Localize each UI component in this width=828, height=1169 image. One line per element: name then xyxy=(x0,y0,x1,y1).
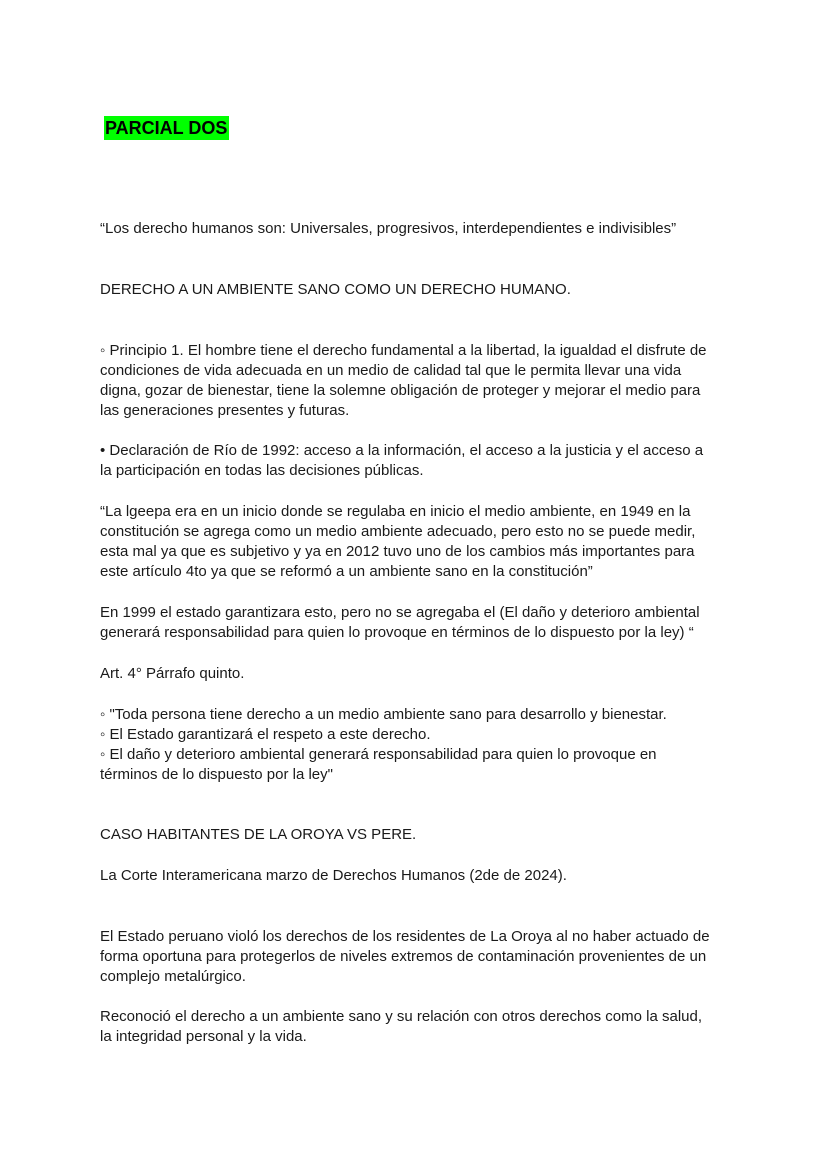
principio-1-paragraph xyxy=(100,341,730,421)
case-recognition-paragraph xyxy=(100,1007,730,1047)
paragraph-line: la participación en todas las decisiones públicas. xyxy=(100,462,424,479)
quote-intro xyxy=(100,219,730,239)
paragraph-line: “La lgeepa era en un inicio donde se regulaba en inicio el medio ambiente, en 1949 en la xyxy=(100,503,691,520)
paragraph-line: condiciones de vida adecuada en un medio de calidad tal que le permita llevar una vida xyxy=(100,362,682,379)
case-heading-text: CASO HABITANTES DE LA OROYA VS PERE. xyxy=(100,826,417,843)
paragraph-line: En 1999 el estado garantizara esto, pero no se agregaba el (El daño y deterioro ambiental xyxy=(100,604,700,621)
section-heading-ambiente-sano xyxy=(100,280,730,300)
paragraph-line: • Declaración de Río de 1992: acceso a la información, el acceso a la justicia y el acceso a xyxy=(100,442,704,459)
bullet-item: ◦ El Estado garantizará el respeto a este derecho. xyxy=(100,726,431,743)
paragraph-line: las generaciones presentes y futuras. xyxy=(100,402,350,419)
year-1999-paragraph xyxy=(100,603,730,643)
art4-heading-text: Art. 4° Párrafo quinto. xyxy=(100,665,245,682)
art4-heading xyxy=(100,664,730,684)
lgeepa-quote-paragraph xyxy=(100,502,730,582)
section-heading-text: DERECHO A UN AMBIENTE SANO COMO UN DERECHO HUMANO. xyxy=(100,281,571,298)
declaracion-rio-paragraph xyxy=(100,441,730,481)
paragraph-line: Reconoció el derecho a un ambiente sano y su relación con otros derechos como la salud, xyxy=(100,1008,703,1025)
paragraph-line: este artículo 4to ya que se reformó a un ambiente sano en la constitución” xyxy=(100,563,593,580)
paragraph-line: la integridad personal y la vida. xyxy=(100,1028,307,1045)
case-court xyxy=(100,866,730,886)
document-title-text: PARCIAL DOS xyxy=(105,118,228,138)
paragraph-line: complejo metalúrgico. xyxy=(100,968,246,985)
paragraph-line: El Estado peruano violó los derechos de los residentes de La Oroya al no haber actuado de xyxy=(100,928,710,945)
paragraph-line: forma oportuna para protegerlos de niveles extremos de contaminación provenientes de un xyxy=(100,948,707,965)
paragraph-line: generará responsabilidad para quien lo provoque en términos de lo dispuesto por la ley) “ xyxy=(100,624,694,641)
paragraph-line: ◦ Principio 1. El hombre tiene el derecho fundamental a la libertad, la igualdad el disfrute de xyxy=(100,342,707,359)
art4-bullets xyxy=(100,705,730,785)
quote-intro-text: “Los derecho humanos son: Universales, progresivos, interdependientes e indivisibles” xyxy=(100,220,677,237)
bullet-item: términos de lo dispuesto por la ley" xyxy=(100,766,333,783)
paragraph-line: esta mal ya que es subjetivo y ya en 2012 tuvo uno de los cambios más importantes para xyxy=(100,543,695,560)
case-heading xyxy=(100,825,730,845)
case-court-text: La Corte Interamericana marzo de Derechos Humanos (2de de 2024). xyxy=(100,867,567,884)
bullet-item: ◦ "Toda persona tiene derecho a un medio ambiente sano para desarrollo y bienestar. xyxy=(100,706,667,723)
paragraph-line: constitución se agrega como un medio ambiente adecuado, pero esto no se puede medir, xyxy=(100,523,696,540)
document-title xyxy=(104,116,229,140)
bullet-item: ◦ El daño y deterioro ambiental generará responsabilidad para quien lo provoque en xyxy=(100,746,657,763)
paragraph-line: digna, gozar de bienestar, tiene la solemne obligación de proteger y mejorar el medio para xyxy=(100,382,701,399)
case-violation-paragraph xyxy=(100,927,730,987)
